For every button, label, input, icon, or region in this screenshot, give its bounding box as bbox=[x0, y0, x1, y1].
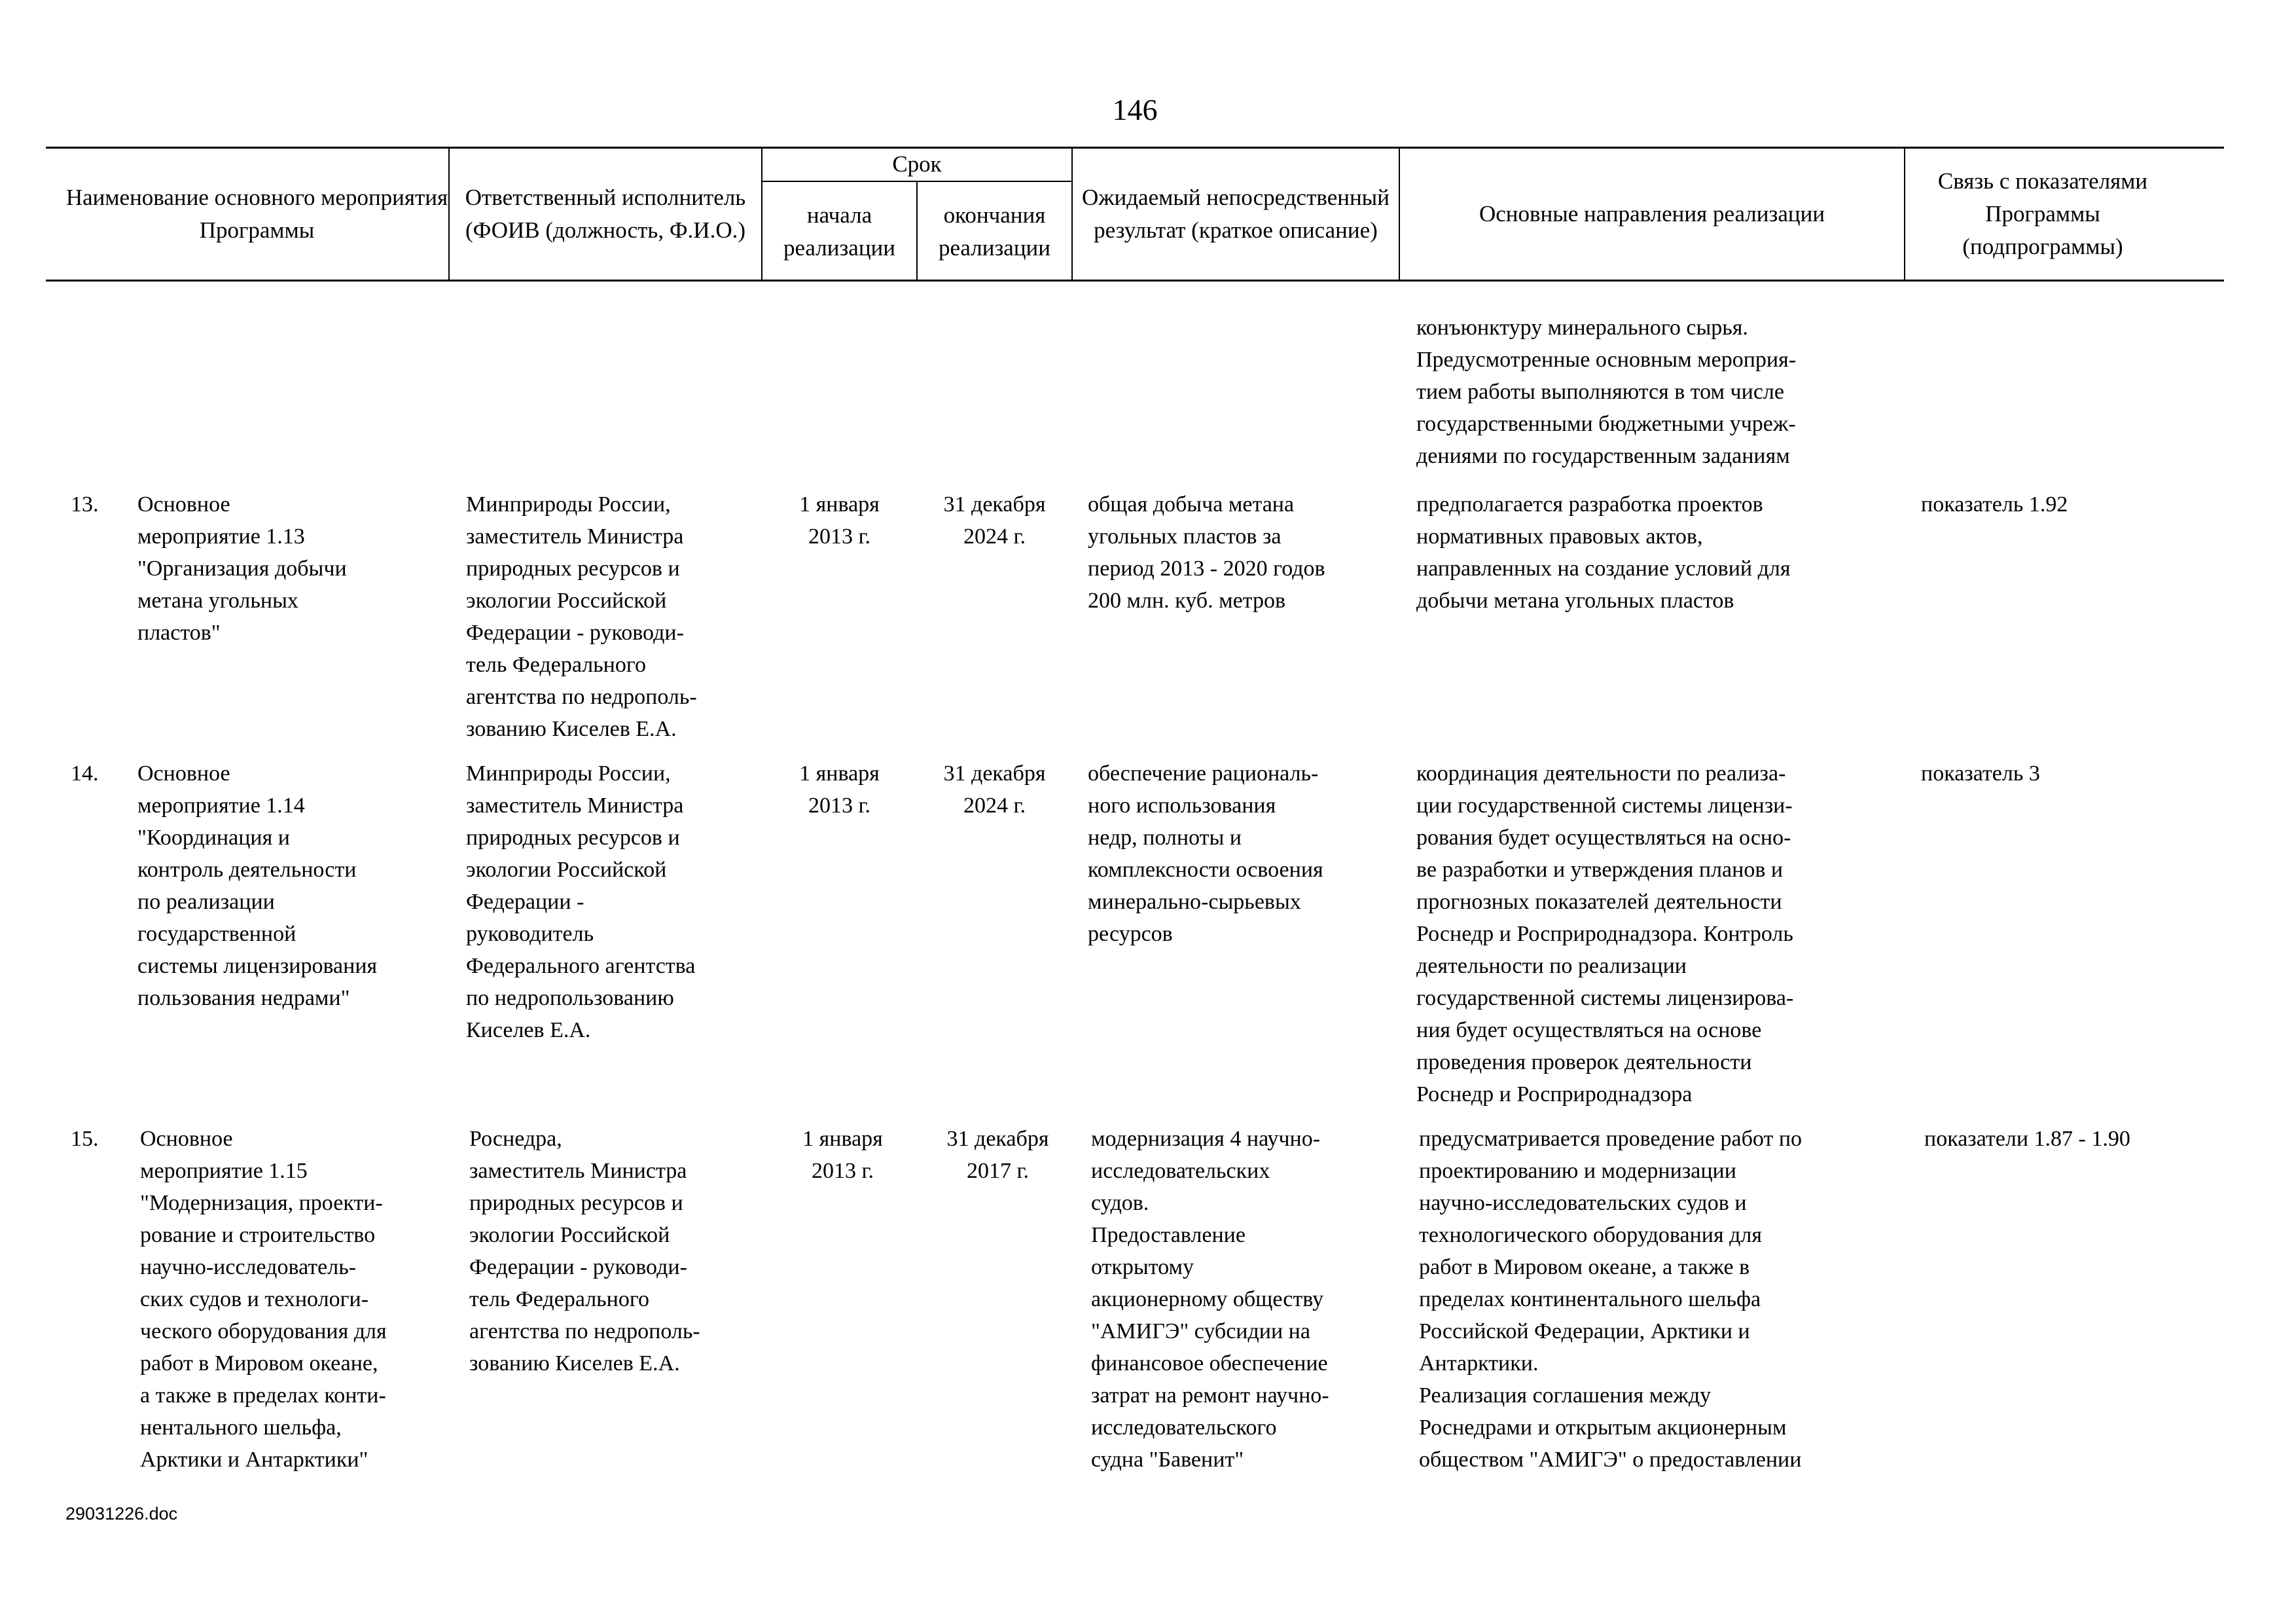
header-term: Срок bbox=[892, 151, 942, 177]
header-indicators: Связь с показателями Программы (подпрограммы) bbox=[1937, 168, 2148, 259]
continuation-text: конъюнктуру минерального сырья. Предусмотренные основным мероприя- тием работы выполняются в том числе государственными бюджетными учреж- дениями по государственным заданиям bbox=[1416, 316, 1797, 468]
row-name: Основное мероприятие 1.13 "Организация добычи метана угольных пластов" bbox=[137, 492, 347, 645]
row-end: 31 декабря 2017 г. bbox=[946, 1127, 1049, 1183]
table-header-bottom-rule bbox=[46, 280, 2224, 282]
page-number: 146 bbox=[1112, 93, 1158, 126]
row-executor: Роснедра, заместитель Министра природных ресурсов и экологии Российской Федерации - руководи- тель Федерального агентства по недрополь- зованию Киселев Е.А. bbox=[469, 1127, 700, 1376]
row-name: Основное мероприятие 1.15 "Модернизация, проекти- рование и строительство научно-исследователь- ских судов и технологи- ческого оборудования для работ в Мировом океане, а также в пределах конти- нентального шельфа, Арктики и Антарктики" bbox=[140, 1127, 387, 1472]
row-number: 14. bbox=[71, 761, 99, 786]
row-result: модернизация 4 научно- исследовательских судов. Предоставление открытому акционерному обществу "АМИГЭ" субсидии на финансовое обеспечение затрат на ремонт научно- исследовательского судна "Бавенит" bbox=[1091, 1127, 1329, 1472]
row-executor: Минприроды России, заместитель Министра природных ресурсов и экологии Российской Федерации - руководи- тель Федерального агентства по недрополь- зованию Киселев Е.А. bbox=[466, 492, 697, 741]
row-indicators: показатели 1.87 - 1.90 bbox=[1924, 1127, 2130, 1151]
header-directions: Основные направления реализации bbox=[1479, 200, 1825, 227]
row-end: 31 декабря 2024 г. bbox=[943, 492, 1046, 549]
row-result: обеспечение рациональ- ного использования недр, полноты и комплексности освоения минерально-сырьевых ресурсов bbox=[1088, 761, 1323, 946]
row-indicators: показатель 3 bbox=[1921, 761, 2040, 786]
header-result: Ожидаемый непосредственный результат (краткое описание) bbox=[1082, 184, 1390, 243]
row-result: общая добыча метана угольных пластов за период 2013 - 2020 годов 200 млн. куб. метров bbox=[1088, 492, 1325, 613]
row-name: Основное мероприятие 1.14 "Координация и контроль деятельности по реализации государственной системы лицензирования пользования недрами" bbox=[137, 761, 378, 1010]
row-directions: предусматривается проведение работ по проектированию и модернизации научно-исследовательских судов и технологического оборудования для работ в Мировом океане, а также в пределах континентального шельфа Российской Федерации, Арктики и Антарктики. Реализация соглашения между Роснедрами и открытым акционерным обществом "АМИГЭ" о предоставлении bbox=[1419, 1127, 1803, 1472]
row-executor: Минприроды России, заместитель Министра природных ресурсов и экологии Российской Федерации - руководитель Федерального агентства по недропользованию Киселев Е.А. bbox=[466, 761, 696, 1042]
header-start: начала реализации bbox=[783, 202, 896, 261]
row-start: 1 января 2013 г. bbox=[802, 1127, 883, 1183]
row-number: 13. bbox=[71, 492, 99, 517]
term-subheader-rule bbox=[761, 181, 1071, 182]
header-executor: Ответственный исполнитель (ФОИВ (должность, Ф.И.О.) bbox=[465, 184, 746, 243]
row-start: 1 января 2013 г. bbox=[799, 492, 880, 549]
row-start: 1 января 2013 г. bbox=[799, 761, 880, 818]
header-name: Наименование основного мероприятия Программы bbox=[65, 184, 448, 243]
row-number: 15. bbox=[71, 1127, 99, 1151]
row-directions: координация деятельности по реализа- ции государственной системы лицензи- рования будет осуществляться на осно- ве разработки и утверждения планов и прогнозных показателей деятельности Роснедр и Росприроднадзора. Контроль деятельности по реализации государственной системы лицензирова- ния будет осуществляться на основе проведения проверок деятельности Роснедр и Росприроднадзора bbox=[1416, 761, 1794, 1106]
header-end: окончания реализации bbox=[938, 202, 1051, 261]
document-filename: 29031226.doc bbox=[65, 1504, 178, 1523]
row-end: 31 декабря 2024 г. bbox=[943, 761, 1046, 818]
row-indicators: показатель 1.92 bbox=[1921, 492, 2068, 517]
row-directions: предполагается разработка проектов нормативных правовых актов, направленных на создание условий для добычи метана угольных пластов bbox=[1416, 492, 1791, 613]
